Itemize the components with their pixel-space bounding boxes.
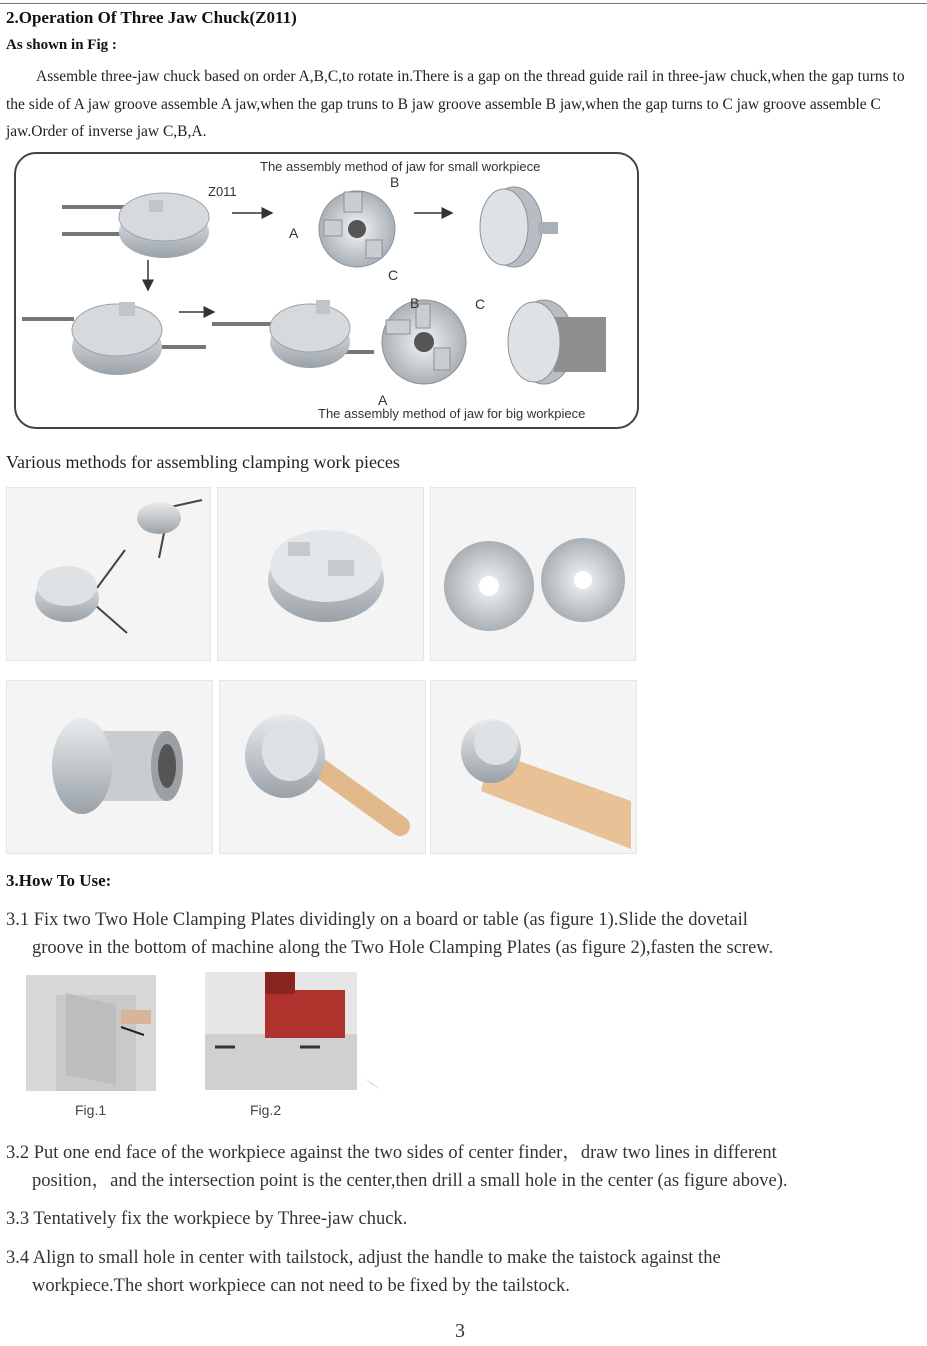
- chuck-top-middle: [319, 191, 395, 267]
- photo-chuck-wood-handle: [430, 680, 637, 854]
- label-a-bottom: A: [378, 392, 388, 408]
- photo-chuck-side: [217, 487, 424, 661]
- step-3-2-line2: position，and the intersection point is the center,then drill a small hole in the center (as figure above).: [32, 1171, 788, 1191]
- step-3-1-line1: 3.1 Fix two Two Hole Clamping Plates dividingly on a board or table (as figure 1).Slide the dovetail: [6, 910, 748, 930]
- top-rule: [0, 3, 927, 4]
- step-3-4: [6, 1244, 916, 1300]
- photo-chuck-metal-tube: [6, 680, 213, 854]
- page-number: 3: [455, 1320, 465, 1342]
- step-3-1-line2: groove in the bottom of machine along the Two Hole Clamping Plates (as figure 2),fasten the screw.: [32, 938, 774, 958]
- step-3-3: [6, 1205, 916, 1233]
- small-workpiece-caption: The assembly method of jaw for small workpiece: [260, 159, 541, 174]
- model-label: Z011: [208, 184, 237, 199]
- chuck-top-left: [62, 193, 209, 258]
- step-3-3-line1: 3.3 Tentatively fix the workpiece by Three-jaw chuck.: [6, 1209, 408, 1229]
- chuck-assembly-illustration: [14, 152, 639, 429]
- chuck-bottom-left: [22, 302, 206, 375]
- fig-2-image: [205, 972, 357, 1090]
- chuck-bottom-middle: [212, 300, 374, 368]
- chuck-bottom-face: [382, 300, 466, 384]
- various-methods-text: Various methods for assembling clamping work pieces: [6, 452, 400, 472]
- fig-2-corner-mark: [362, 1074, 384, 1092]
- label-b-top: B: [390, 174, 400, 190]
- fig-1-caption: Fig.1: [75, 1102, 107, 1118]
- step-3-2-line1: 3.2 Put one end face of the workpiece against the two sides of center finder，draw two lines in different: [6, 1143, 777, 1163]
- fig-1-image: [26, 975, 156, 1091]
- label-c-bottom: C: [475, 296, 486, 312]
- big-workpiece-caption: The assembly method of jaw for big workpiece: [318, 406, 586, 421]
- label-c-top: C: [388, 267, 399, 283]
- photo-chucks-with-rods: [6, 487, 211, 661]
- step-3-4-line1: 3.4 Align to small hole in center with tailstock, adjust the handle to make the taistock against the: [6, 1248, 721, 1268]
- step-3-4-line2: workpiece.The short workpiece can not need to be fixed by the tailstock.: [32, 1276, 570, 1296]
- as-shown-label: As shown in Fig :: [6, 37, 117, 53]
- step-3-1: [6, 906, 916, 962]
- assembly-paragraph: Assemble three-jaw chuck based on order A,B,C,to rotate in.There is a gap on the thread guide rail in three-jaw chuck,when the gap turns to the side of A jaw groove assemble A jaw,when the gap truns to B jaw groove assemble B jaw,when the gap turns to C jaw groove assemble C jaw.Order of inverse jaw C,B,A.: [6, 68, 905, 140]
- label-b-bottom: B: [410, 295, 420, 311]
- fig-2-caption: Fig.2: [250, 1102, 282, 1118]
- section-2-heading: 2.Operation Of Three Jaw Chuck(Z011): [6, 8, 297, 27]
- photo-two-chuck-faces: [430, 487, 636, 661]
- label-a-top: A: [289, 225, 299, 241]
- chuck-bottom-right: [508, 300, 606, 384]
- section-3-heading: 3.How To Use:: [6, 871, 112, 890]
- chuck-top-right: [480, 187, 558, 267]
- step-3-2: [6, 1139, 916, 1195]
- photo-chuck-wood-dowel: [219, 680, 426, 854]
